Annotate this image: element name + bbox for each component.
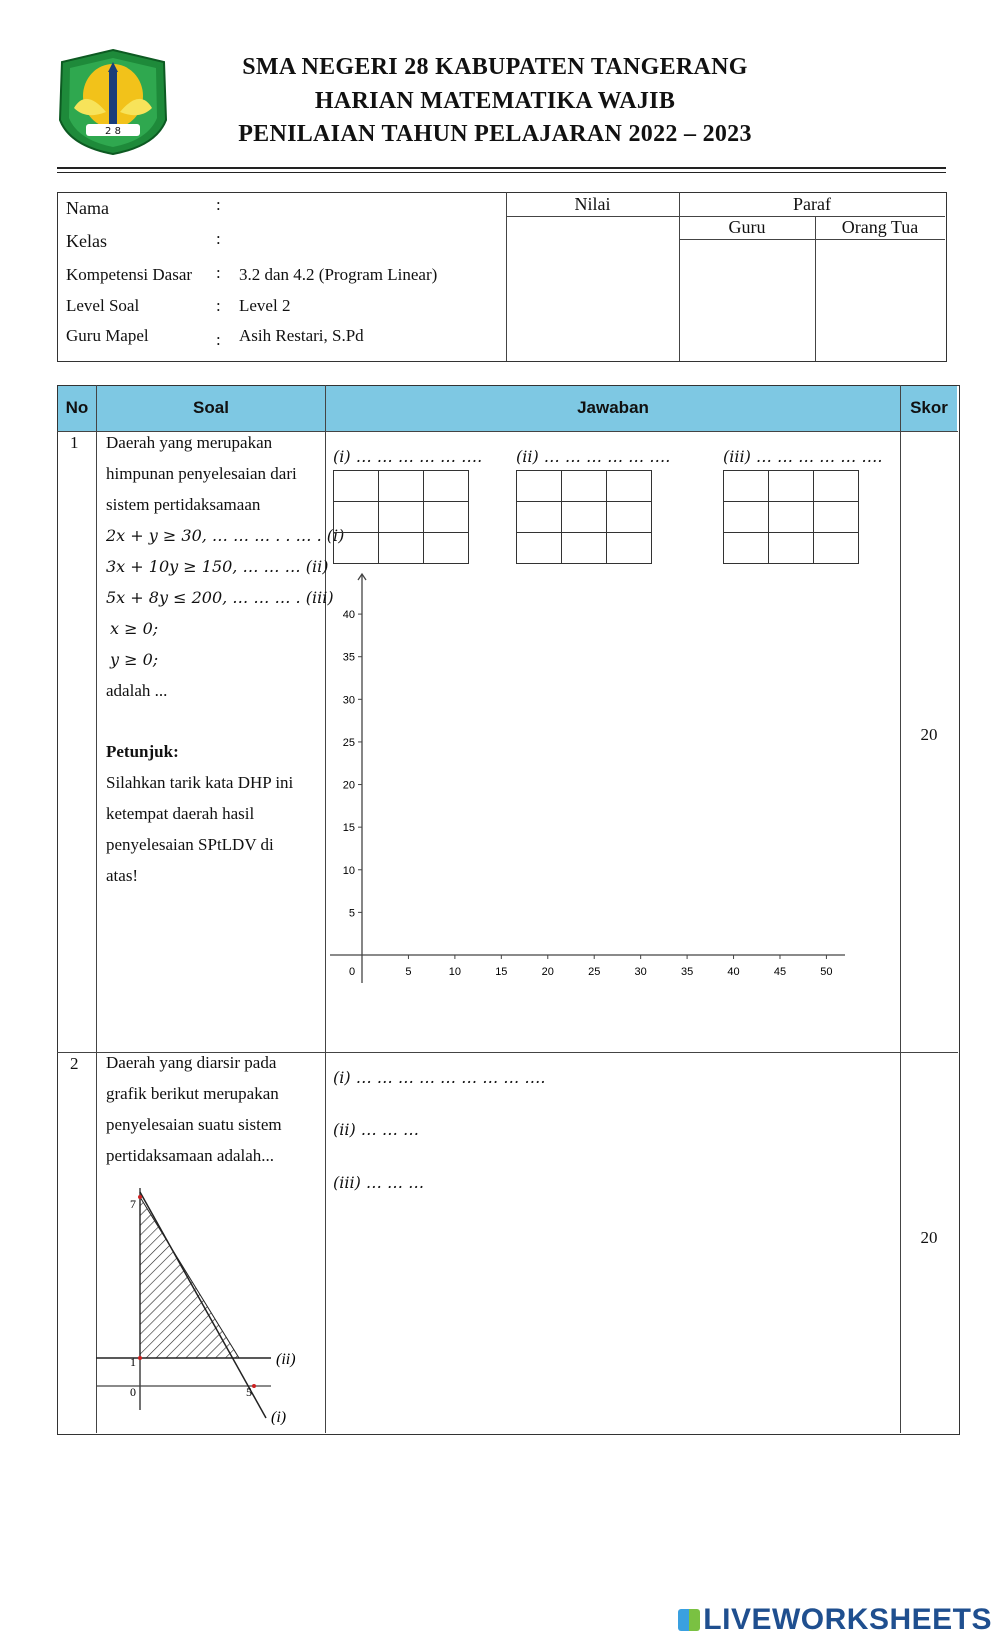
- q1-adalah: adalah ...: [106, 681, 168, 700]
- y-tick-label-40: 40: [342, 609, 355, 622]
- header-skor: Skor: [910, 398, 948, 417]
- guru-label: Guru: [728, 217, 766, 237]
- header-rule-top: [57, 167, 946, 169]
- guru-mapel-colon: :: [216, 330, 221, 349]
- q1-number: 1: [70, 433, 79, 452]
- logo-number: 2 8: [105, 126, 121, 137]
- school-name: SMA NEGERI 28 KABUPATEN TANGERANG: [242, 54, 748, 80]
- q2-label-7: 7: [130, 1197, 136, 1211]
- exam-subtitle: HARIAN MATEMATIKA WAJIB: [314, 88, 676, 114]
- q1-ineq-3: 5x + 8y ≤ 200, … … … . (iii): [106, 588, 334, 607]
- brand-text: LIVEWORKSHEETS: [703, 1603, 992, 1636]
- q2-shaded-region: [140, 1197, 239, 1358]
- q1-grid-ii[interactable]: [516, 470, 652, 564]
- header-jawaban: Jawaban: [577, 398, 649, 417]
- q1-ineq-4: x ≥ 0;: [110, 619, 159, 638]
- q1-answer-ii-label: (ii) … … … … … ….: [516, 447, 671, 466]
- q1-petunjuk-1: Silahkan tarik kata DHP ini: [106, 773, 294, 792]
- y-tick-label-30: 30: [342, 694, 355, 707]
- academic-year: PENILAIAN TAHUN PELAJARAN 2022 – 2023: [238, 121, 752, 147]
- level-colon: :: [216, 296, 221, 315]
- q1-ineq-1: 2x + y ≥ 30, … … … . . … . (i): [106, 526, 345, 545]
- q1-text-3: sistem pertidaksamaan: [106, 495, 261, 514]
- header-rule-bottom: [57, 172, 946, 173]
- x-tick-label-35: 35: [680, 966, 694, 978]
- school-logo: [56, 48, 170, 156]
- q1-coordinate-plane[interactable]: [330, 570, 900, 1040]
- kd-label: Kompetensi Dasar: [66, 265, 193, 284]
- q2-point-y1: [138, 1356, 142, 1360]
- x-tick-label-25: 25: [588, 966, 601, 978]
- level-label: Level Soal: [66, 296, 140, 315]
- x-tick-label-10: 10: [448, 966, 462, 978]
- x-tick-label-30: 30: [634, 966, 647, 978]
- q1-ineq-2: 3x + 10y ≥ 150, … … … (ii): [106, 557, 329, 576]
- kd-value: 3.2 dan 4.2 (Program Linear): [239, 265, 438, 284]
- x-tick-label-40: 40: [727, 966, 740, 978]
- q1-grid-iii[interactable]: [723, 470, 859, 564]
- x-tick-label-45: 45: [773, 966, 787, 978]
- x-tick-label-50: 50: [820, 966, 833, 978]
- kd-colon: :: [216, 263, 221, 282]
- q1-petunjuk-4: atas!: [106, 866, 139, 885]
- q2-answer-iii[interactable]: (iii) … … …: [333, 1173, 425, 1192]
- q2-text-4: pertidaksamaan adalah...: [106, 1146, 275, 1165]
- x-tick-label-0: 0: [348, 966, 356, 978]
- q2-point-top: [138, 1195, 142, 1199]
- nama-colon: :: [216, 195, 221, 214]
- guru-mapel-value: Asih Restari, S.Pd: [239, 326, 364, 345]
- x-tick-label-20: 20: [541, 966, 554, 978]
- x-tick-label-15: 15: [495, 966, 508, 978]
- header-soal: Soal: [193, 398, 229, 417]
- q1-ineq-5: y ≥ 0;: [110, 650, 159, 669]
- q2-graph: [96, 1180, 325, 1425]
- q2-skor: 20: [920, 1228, 938, 1247]
- x-tick-label-5: 5: [405, 966, 412, 978]
- y-tick-label-5: 5: [348, 907, 355, 920]
- guru-mapel-label: Guru Mapel: [66, 326, 149, 345]
- q1-petunjuk-title: Petunjuk:: [106, 742, 179, 761]
- q1-text-1: Daerah yang merupakan: [106, 433, 273, 452]
- q2-label-5: 5: [246, 1385, 252, 1399]
- q2-label-0: 0: [130, 1385, 136, 1399]
- q2-point-x5: [252, 1384, 256, 1388]
- q2-text-1: Daerah yang diarsir pada: [106, 1053, 277, 1072]
- q1-petunjuk-2: ketempat daerah hasil: [106, 804, 255, 823]
- q2-text-2: grafik berikut merupakan: [106, 1084, 279, 1103]
- q2-answer-ii[interactable]: (ii) … … …: [333, 1120, 419, 1139]
- kelas-colon: :: [216, 229, 221, 248]
- q2-answer-i[interactable]: (i) … … … … … … … … ….: [333, 1068, 546, 1087]
- q1-grid-i[interactable]: [333, 470, 469, 564]
- q1-answer-iii-label: (iii) … … … … … ….: [723, 447, 883, 466]
- q2-label-1: 1: [130, 1355, 136, 1369]
- header-no: No: [65, 398, 89, 417]
- q2-label-ii: (ii): [276, 1351, 296, 1368]
- y-tick-label-35: 35: [342, 651, 355, 664]
- q2-number: 2: [70, 1054, 79, 1073]
- y-tick-label-25: 25: [342, 736, 355, 749]
- q1-text-2: himpunan penyelesaian dari: [106, 464, 297, 483]
- brand-icon: [678, 1609, 700, 1631]
- y-tick-label-15: 15: [342, 822, 355, 835]
- q2-text-3: penyelesaian suatu sistem: [106, 1115, 282, 1134]
- y-tick-label-20: 20: [342, 779, 355, 792]
- orang-tua-label: Orang Tua: [841, 217, 919, 237]
- q2-label-i: (i): [271, 1409, 287, 1425]
- y-tick-label-10: 10: [342, 864, 355, 877]
- level-value: Level 2: [239, 296, 291, 315]
- q1-skor: 20: [920, 725, 938, 744]
- liveworksheets-brand: [678, 1603, 992, 1637]
- nama-label: Nama: [66, 198, 109, 218]
- paraf-label: Paraf: [793, 194, 831, 214]
- q1-answer-i-label: (i) … … … … … ….: [333, 447, 483, 466]
- q1-petunjuk-3: penyelesaian SPtLDV di: [106, 835, 274, 854]
- nilai-label: Nilai: [574, 194, 611, 214]
- kelas-label: Kelas: [66, 231, 107, 251]
